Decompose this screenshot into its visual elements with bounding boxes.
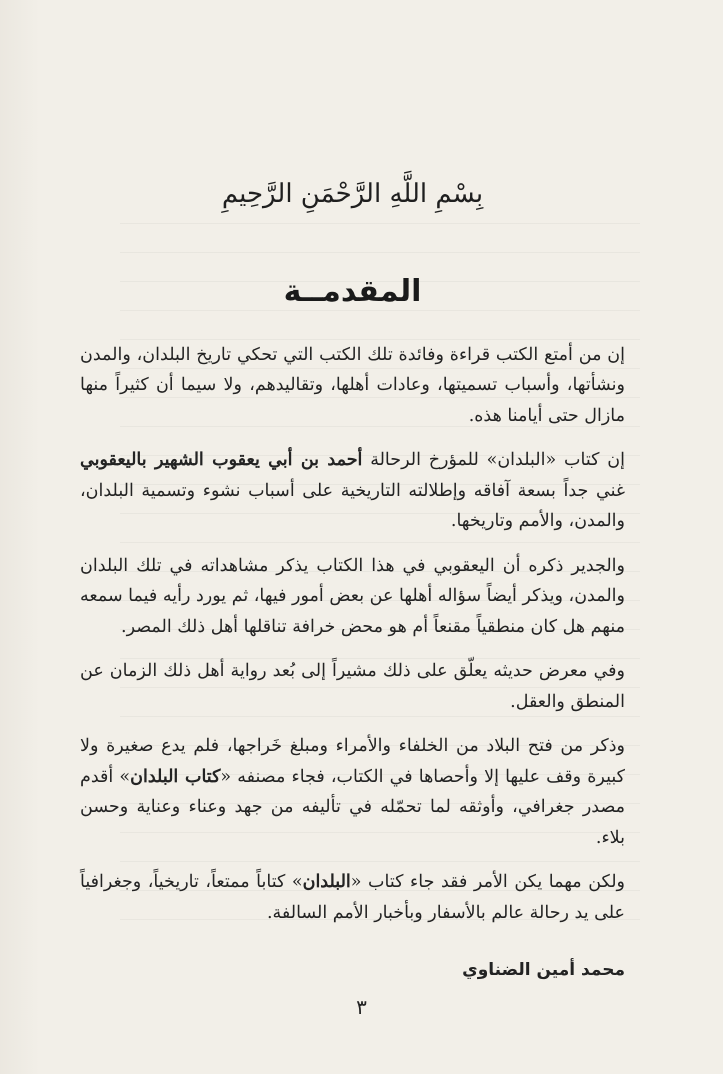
paragraph-5-suffix: » أقدم مصدر جغرافي، وأوثقه لما تحمّله في تأليفه من جهد وعناء وعناية وحسن بلاء.: [80, 766, 625, 848]
paragraph-4-text: وفي معرض حديثه يعلّق على ذلك مشيراً إلى بُعد رواية أهل ذلك الزمان عن المنطق والعقل.: [80, 661, 625, 712]
author-signature: محمد أمين الضناوي: [462, 960, 625, 981]
author-name: أحمد بن أبي يعقوب الشهير باليعقوبي: [80, 450, 363, 471]
paragraph-1: [80, 340, 625, 432]
paragraph-5: [80, 731, 625, 853]
paragraph-2-suffix: غني جداً بسعة آفاقه وإطلالته التاريخية على أسباب نشوء وتسمية البلدان، والمدن، والأمم وتاريخها.: [80, 480, 625, 532]
paragraph-2-prefix: إن كتاب «البلدان» للمؤرخ الرحالة: [362, 450, 625, 471]
paragraph-6-prefix: ولكن مهما يكن الأمر فقد جاء كتاب «: [350, 872, 625, 893]
book-title-bold: كتاب البلدان: [130, 766, 221, 787]
page-title: المقدمــة: [283, 273, 422, 309]
page-content: [80, 178, 625, 980]
page-number: ٣: [356, 995, 367, 1019]
paragraph-4: [80, 656, 625, 717]
paragraph-5-prefix: وذكر من فتح البلاد من الخلفاء والأمراء ومبلغ خَراجها، فلم يدع صغيرة ولا كبيرة وقف عليها إلا وأحصاها في الكتاب، فجاء مصنفه «: [80, 736, 625, 787]
basmala-heading: بِسْمِ اللَّهِ الرَّحْمَنِ الرَّحِيمِ: [221, 179, 484, 209]
book-name-bold: البلدان: [302, 872, 351, 893]
paragraph-3: [80, 551, 625, 643]
paragraph-3-text: والجدير ذكره أن اليعقوبي في هذا الكتاب يذكر مشاهداته في تلك البلدان والمدن، ويذكر أيضاً سؤاله أهلها عن بعض أمور فيها، ثم يورد رأيه فيما سمعه منهم هل كان منطقياً مقنعاً أم هو محض خرافة تناقلها أهل ذلك المصر.: [80, 555, 625, 637]
paragraph-1-text: إن من أمتع الكتب قراءة وفائدة تلك الكتب التي تحكي تاريخ البلدان، والمدن ونشأتها، وأسباب تسميتها، وعادات أهلها، وتقاليدهم، ولا سيما أن كثيراً منها مازال حتى أيامنا هذه.: [80, 344, 625, 426]
paragraph-2: [80, 445, 625, 537]
paragraph-6-suffix: » كتاباً ممتعاً، تاريخياً، وجغرافياً على يد رحالة عالم بالأسفار وبأخبار الأمم السالفة.: [80, 872, 625, 923]
paragraph-6: [80, 867, 625, 928]
